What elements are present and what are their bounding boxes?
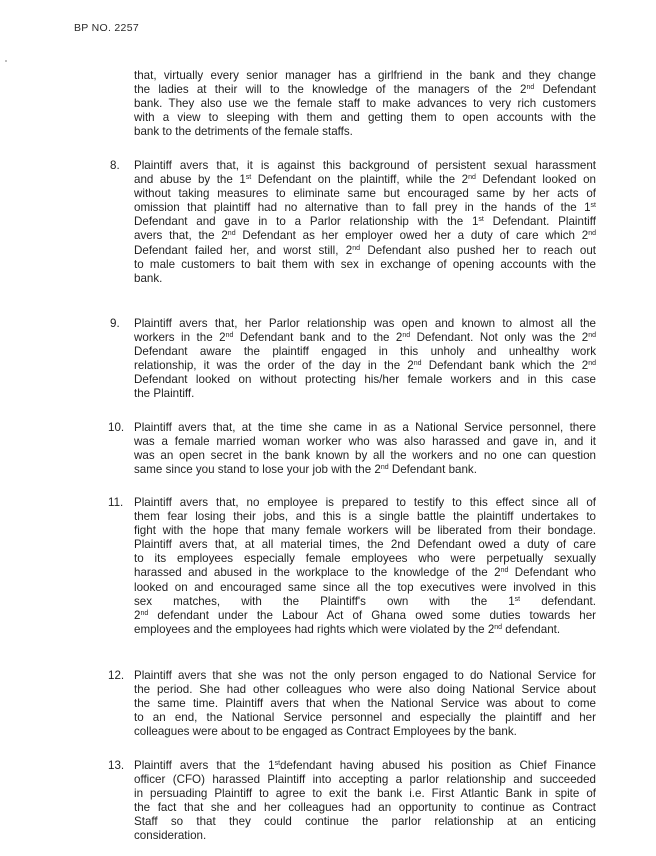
text-line: in persuading Plaintiff to agree to exit the bank i.e. First Atlantic Bank in spite of bbox=[134, 787, 596, 801]
text-line: with a view to sleeping with them and getting them to open accounts with the bbox=[134, 111, 596, 125]
text-line: Plaintiff avers that, no employee is prepared to testify to this effect since all of bbox=[134, 496, 596, 509]
text-line: Defendant looked on without protecting his/her female workers and in this case bbox=[134, 373, 596, 387]
text-line: 2nd defendant under the Labour Act of Ghana owed some duties towards her bbox=[134, 608, 596, 622]
text-line: the same time. Plaintiff avers that when the National Service was about to come bbox=[134, 697, 596, 711]
text-line: the Plaintiff. bbox=[134, 387, 195, 401]
text-line: Plaintiff avers that, at the time she came in as a National Service personnel, there bbox=[134, 421, 596, 434]
text-line: Plaintiff avers that, at all material times, the 2nd Defendant owed a duty of care bbox=[134, 538, 596, 552]
text-line: without taking measures to eliminate same but encouraged same by her acts of bbox=[134, 187, 596, 201]
text-line: officer (CFO) harassed Plaintiff into accepting a parlor relationship and succeeded bbox=[134, 773, 596, 787]
paragraph-p9 bbox=[110, 317, 596, 402]
paragraph-number: 10. bbox=[108, 421, 125, 434]
text-line: bank. bbox=[134, 271, 163, 285]
text-line: colleagues were about to be engaged as Contract Employees by the bank. bbox=[134, 725, 517, 739]
text-line: was an open secret in the bank known by all the workers and no one can question bbox=[134, 449, 596, 463]
text-line: the period. She had other colleagues who were also doing National Service about bbox=[134, 683, 596, 697]
text-line: looked on and encouraged same since all the top executives were involved in this bbox=[134, 580, 596, 594]
text-line: bank. They also use we the female staff to make advances to very rich customers bbox=[134, 97, 596, 111]
text-line: employees and the employees had rights which were violated by the 2nd defendant. bbox=[134, 622, 561, 636]
text-line: Defendant aware the plaintiff engaged in this unholy and unhealthy work bbox=[134, 345, 596, 359]
text-line: omission that plaintiff had no alternative than to fall prey in the hands of the 1st bbox=[134, 201, 596, 215]
document-reference-number: BP NO. 2257 bbox=[74, 22, 139, 34]
text-line: consideration. bbox=[134, 829, 207, 843]
text-line: to its employees especially female employees who were perpetually sexually bbox=[134, 552, 596, 566]
text-line: Staff so that they could continue the parlor relationship at an enticing bbox=[134, 815, 596, 829]
text-line: fight with the hope that many female workers will be liberated from their bondage. bbox=[134, 524, 596, 538]
text-line: the fact that she and her colleagues had an opportunity to continue as Contract bbox=[134, 801, 596, 815]
text-line: bank to the detriments of the female staffs. bbox=[134, 125, 353, 139]
scan-speck bbox=[5, 60, 7, 62]
paragraph-cont bbox=[134, 69, 596, 139]
paragraph-p10 bbox=[108, 421, 596, 477]
text-line: to an end, the National Service personnel and especially the plaintiff and her bbox=[134, 711, 596, 725]
paragraph-p13 bbox=[108, 759, 596, 844]
text-line: was a female married woman worker who was also harassed and gave in, and it bbox=[134, 435, 596, 449]
text-line: workers in the 2nd Defendant bank and to the 2nd Defendant. Not only was the 2nd bbox=[134, 331, 596, 345]
paragraph-p8 bbox=[110, 159, 596, 286]
text-line: Defendant failed her, and worst still, 2nd Defendant also pushed her to reach out bbox=[134, 243, 596, 257]
paragraph-p11 bbox=[108, 496, 597, 637]
text-line: them fear losing their jobs, and this is a single battle the plaintiff undertakes to bbox=[134, 510, 596, 524]
text-line: same since you stand to lose your job with the 2nd Defendant bank. bbox=[134, 463, 477, 477]
text-line: Plaintiff avers that, her Parlor relationship was open and known to almost all the bbox=[134, 317, 596, 330]
text-line: that, virtually every senior manager has a girlfriend in the bank and they change bbox=[134, 69, 596, 82]
text-line: Defendant and gave in to a Parlor relationship with the 1st Defendant. Plaintiff bbox=[134, 215, 596, 229]
text-line: to male customers to bait them with sex in exchange of opening accounts with the bbox=[134, 257, 596, 271]
paragraph-number: 13. bbox=[108, 759, 125, 772]
text-line: and abuse by the 1st Defendant on the plaintiff, while the 2nd Defendant looked on bbox=[134, 173, 596, 187]
text-line: harassed and abused in the workplace to the knowledge of the 2nd Defendant who bbox=[134, 566, 597, 580]
text-line: sex matches, with the Plaintiff's own with the 1st defendant. bbox=[134, 594, 596, 608]
text-line: Plaintiff avers that, it is against this background of persistent sexual harassment bbox=[134, 159, 596, 172]
paragraph-number: 12. bbox=[108, 669, 125, 682]
paragraph-number: 9. bbox=[110, 317, 120, 330]
paragraph-p12 bbox=[108, 669, 596, 739]
text-line: relationship, it was the order of the day in the 2nd Defendant bank which the 2nd bbox=[134, 359, 596, 373]
paragraph-number: 11. bbox=[108, 496, 124, 509]
text-line: Plaintiff avers that she was not the only person engaged to do National Service for bbox=[134, 669, 596, 682]
text-line: Plaintiff avers that the 1stdefendant having abused his position as Chief Finance bbox=[134, 759, 596, 772]
paragraph-number: 8. bbox=[110, 159, 120, 172]
text-line: the ladies at their will to the knowledge of the managers of the 2nd Defendant bbox=[134, 83, 596, 97]
text-line: avers that, the 2nd Defendant as her employer owed her a duty of care which 2nd bbox=[134, 229, 596, 243]
